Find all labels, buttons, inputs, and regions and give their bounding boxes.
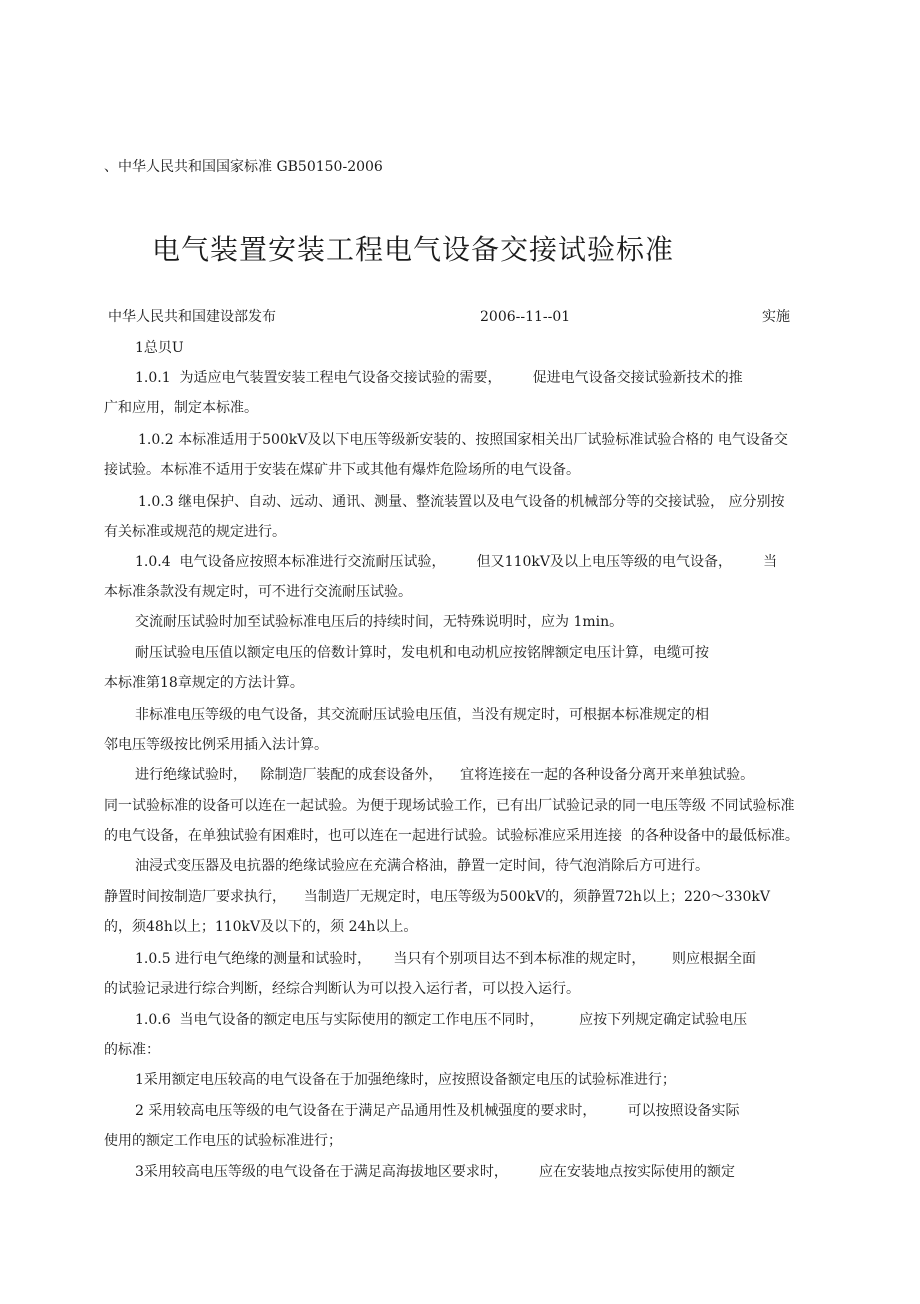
text-line: 的，须48h以上；110kV及以下的，须 24h以上。 xyxy=(104,919,418,935)
text-line: 进行绝缘试验时， 除制造厂装配的成套设备外， 宜将连接在一起的各种设备分离开来单独试验。 xyxy=(135,767,755,783)
text-line: 有关标准或规范的规定进行。 xyxy=(104,524,286,540)
text-line: 1采用额定电压较高的电气设备在于加强绝缘时，应按照设备额定电压的试验标准进行； xyxy=(135,1072,676,1088)
chapter-heading: 1总贝U xyxy=(135,340,184,356)
text-line: 使用的额定工作电压的试验标准进行； xyxy=(104,1133,342,1149)
text-line: 非标准电压等级的电气设备，其交流耐压试验电压值，当没有规定时，可根据本标准规定的相 xyxy=(135,707,709,723)
document-title: 电气装置安装工程电气设备交接试验标准 xyxy=(152,233,675,266)
text-line: 耐压试验电压值以额定电压的倍数计算时，发电机和电动机应按铭牌额定电压计算，电缆可按 xyxy=(135,645,709,661)
text-line: 广和应用，制定本标准。 xyxy=(104,400,258,416)
document-header: 、中华人民共和国国家标准 GB50150-2006 xyxy=(104,159,383,175)
publisher: 中华人民共和国建设部发布 xyxy=(108,309,276,325)
text-line: 本标准条款没有规定时，可不进行交流耐压试验。 xyxy=(104,584,412,600)
text-line: 1.0.3 继电保护、自动、远动、通讯、测量、整流装置以及电气设备的机械部分等的交接试验， 应分别按 xyxy=(138,494,785,510)
text-line: 静置时间按制造厂要求执行， 当制造厂无规定时，电压等级为500kV的，须静置72h以上；220～330kV xyxy=(104,889,770,905)
text-line: 1.0.4 电气设备应按照本标准进行交流耐压试验， 但又110kV及以上电压等级的电气设备， 当 xyxy=(135,554,778,570)
text-line: 交流耐压试验时加至试验标准电压后的持续时间，无特殊说明时，应为 1min。 xyxy=(135,614,624,630)
text-line: 邻电压等级按比例采用插入法计算。 xyxy=(104,737,328,753)
text-line: 油浸式变压器及电抗器的绝缘试验应在充满合格油，静置一定时间，待气泡消除后方可进行。 xyxy=(135,858,709,874)
text-line: 2 采用较高电压等级的电气设备在于满足产品通用性及机械强度的要求时， 可以按照设备实际 xyxy=(135,1103,740,1119)
text-line: 的电气设备，在单独试验有困难时，也可以连在一起进行试验。试验标准应采用连接 的各种设备中的最低标准。 xyxy=(104,828,799,844)
text-line: 1.0.1 为适应电气装置安装工程电气设备交接试验的需要， 促进电气设备交接试验新技术的推 xyxy=(135,370,743,386)
text-line: 同一试验标准的设备可以连在一起试验。为便于现场试验工作，已有出厂试验记录的同一电压等级 不同试验标准 xyxy=(104,798,795,814)
effective-date: 2006--11--01 xyxy=(480,309,571,325)
text-line: 接试验。本标准不适用于安装在煤矿井下或其他有爆炸危险场所的电气设备。 xyxy=(104,462,580,478)
text-line: 本标准第18章规定的方法计算。 xyxy=(104,675,304,691)
implement-label: 实施 xyxy=(762,309,790,325)
text-line: 1.0.6 当电气设备的额定电压与实际使用的额定工作电压不同时， 应按下列规定确定试验电压 xyxy=(135,1012,748,1028)
text-line: 1.0.2 本标准适用于500kV及以下电压等级新安装的、按照国家相关出厂试验标准试验合格的 电气设备交 xyxy=(138,432,788,448)
text-line: 的标准： xyxy=(104,1042,160,1058)
text-line: 的试验记录进行综合判断，经综合判断认为可以投入运行者，可以投入运行。 xyxy=(104,981,580,997)
text-line: 1.0.5 进行电气绝缘的测量和试验时， 当只有个别项目达不到本标准的规定时， 则应根据全面 xyxy=(135,951,757,967)
text-line: 3采用较高电压等级的电气设备在于满足高海拔地区要求时， 应在安装地点按实际使用的额定 xyxy=(135,1164,736,1180)
